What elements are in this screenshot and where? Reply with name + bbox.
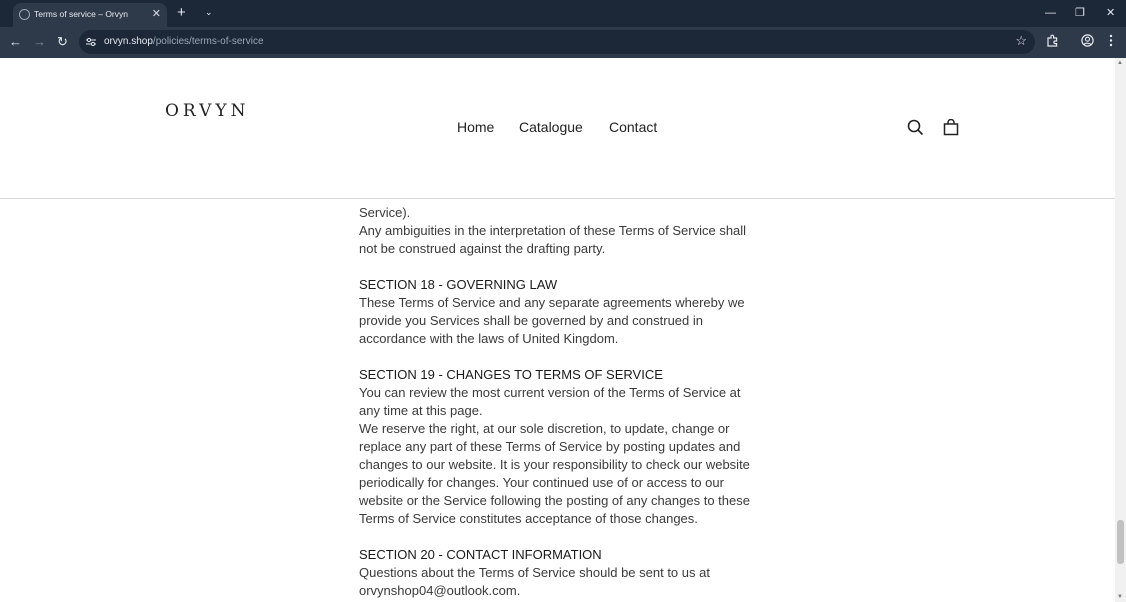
nav-contact[interactable]: Contact xyxy=(609,119,658,135)
nav-home[interactable]: Home xyxy=(457,119,495,135)
tab-strip xyxy=(0,0,1126,27)
tab-close-button[interactable]: ✕ xyxy=(151,8,161,20)
url-path: /policies/terms-of-service xyxy=(152,36,264,47)
tab-title: Terms of service – Orvyn xyxy=(34,9,128,19)
reload-button[interactable]: ↻ xyxy=(57,34,68,49)
scroll-down-arrow-icon[interactable]: ▼ xyxy=(1117,594,1123,600)
section-20-text: Questions about the Terms of Service should be sent to us at orvynshop04@outlook.com. xyxy=(359,565,710,598)
page-scrollbar[interactable] xyxy=(1115,58,1126,602)
profile-icon[interactable] xyxy=(1081,34,1094,47)
browser-toolbar xyxy=(0,27,1126,58)
section-19-title: SECTION 19 - CHANGES TO TERMS OF SERVICE xyxy=(359,367,663,382)
section-18-title: SECTION 18 - GOVERNING LAW xyxy=(359,277,558,292)
ambiguity-paragraph: Any ambiguities in the interpretation of these Terms of Service shall not be construed against the drafting party. xyxy=(359,223,747,256)
close-window-button[interactable]: ✕ xyxy=(1106,7,1116,19)
forward-button[interactable]: → xyxy=(33,34,46,49)
section-19-paragraph-1: You can review the most current version of the Terms of Service at any time at this page. xyxy=(359,385,741,418)
tab-search-button[interactable]: ⌄ xyxy=(205,7,213,17)
back-button[interactable]: ← xyxy=(9,34,22,49)
web-page xyxy=(0,58,1115,602)
section-19-paragraph-2: We reserve the right, at our sole discretion, to update, change or replace any part of these Terms of Service by posting updates and changes to our website. It is your responsibility to check our website periodically for changes. Your continued use of or access to our website or the Service following the posting of any changes to these Terms of Service constitutes acceptance of those changes. xyxy=(359,421,750,526)
scroll-up-arrow-icon[interactable]: ▲ xyxy=(1117,60,1123,66)
site-info-icon[interactable] xyxy=(86,37,96,47)
globe-icon xyxy=(19,9,30,20)
minimize-button[interactable]: — xyxy=(1045,7,1056,19)
nav-catalogue[interactable]: Catalogue xyxy=(519,119,583,135)
policy-content xyxy=(359,204,759,600)
new-tab-button[interactable]: + xyxy=(177,4,186,21)
partial-line: Service). xyxy=(359,205,411,220)
address-bar[interactable] xyxy=(79,30,1035,54)
site-header xyxy=(0,58,1115,199)
url-host: orvyn.shop xyxy=(104,36,153,47)
restore-button[interactable]: ❐ xyxy=(1075,7,1085,19)
bookmark-star-icon[interactable]: ☆ xyxy=(1015,33,1027,48)
cart-bag-icon[interactable] xyxy=(943,119,959,136)
scrollbar-thumb[interactable] xyxy=(1117,520,1124,564)
site-logo[interactable]: ORVYN xyxy=(165,101,250,121)
section-18-text: These Terms of Service and any separate agreements whereby we provide you Services shall be governed by and construed in accordance with the laws of United Kingdom. xyxy=(359,295,745,346)
browser-tab[interactable] xyxy=(13,3,167,27)
url-text xyxy=(104,36,264,47)
search-icon[interactable] xyxy=(907,119,924,136)
menu-kebab-icon[interactable] xyxy=(1109,34,1113,47)
extensions-icon[interactable] xyxy=(1046,34,1059,47)
section-20-title: SECTION 20 - CONTACT INFORMATION xyxy=(359,547,602,562)
